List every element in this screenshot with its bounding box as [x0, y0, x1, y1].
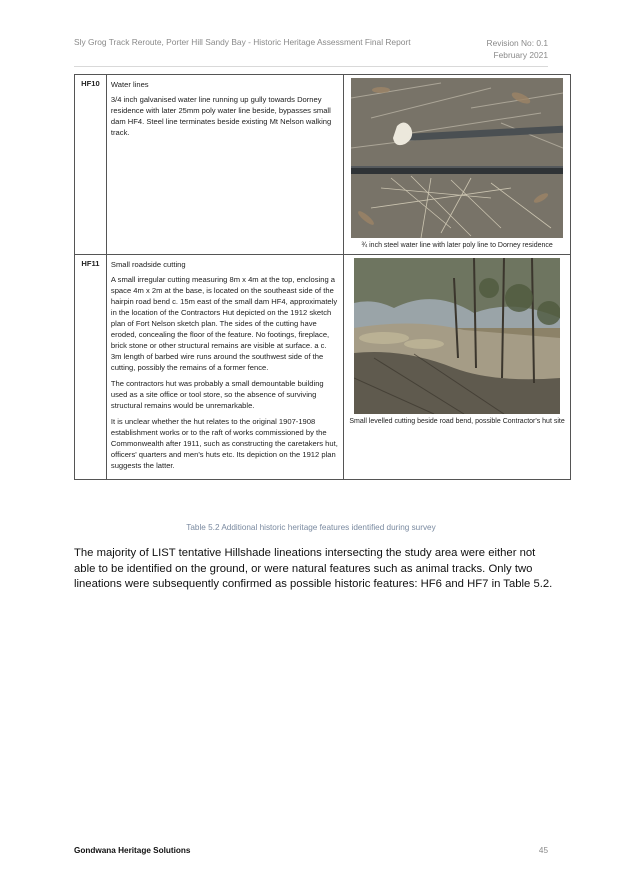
body-paragraph: The majority of LIST tentative Hillshade lineations intersecting the study area were either not able to be identified on the ground, or were natural features such as animal tracks. Only two lineations were subsequently confirmed as possible historic features: HF6 and HF7 in Table 5.2. — [74, 547, 553, 591]
feature-description — [106, 254, 343, 479]
table-row — [75, 254, 571, 479]
feature-photo-cell — [344, 254, 571, 479]
feature-photo-cell — [344, 75, 571, 255]
footer-company: Gondwana Heritage Solutions — [74, 846, 191, 855]
report-title: Sly Grog Track Reroute, Porter Hill Sandy Bay - Historic Heritage Assessment Final Report — [74, 37, 411, 47]
photo-caption: Small levelled cutting beside road bend, possible Contractor's hut site — [349, 417, 565, 425]
feature-text: 3/4 inch galvanised water line running up gully towards Dorney residence with later 25mm poly water line beside, bypasses small dam HF4. Steel line terminates beside existing Mt Nelson walking track. — [110, 95, 332, 137]
feature-title: Small roadside cutting — [110, 259, 186, 269]
feature-text: It is unclear whether the hut relates to the original 1907-1908 establishment works or to the raft of works commissioned by the Commonwealth after 1911, such as constructing the caretakers hut, officers' quarters and men's huts etc. Its depiction on the 1912 plan suggests the latter. — [110, 416, 338, 470]
feature-title: Water lines — [110, 80, 149, 89]
table-caption: Table 5.2 Additional historic heritage features identified during survey — [186, 523, 436, 532]
revision-date: February 2021 — [493, 50, 548, 60]
revision-number: Revision No: 0.1 — [486, 38, 548, 48]
page-number: 45 — [538, 846, 548, 855]
feature-id: HF10 — [75, 75, 107, 255]
feature-id: HF11 — [75, 254, 107, 479]
photo-caption: ¾ inch steel water line with later poly line to Dorney residence — [361, 242, 553, 249]
water-line-photo — [351, 78, 563, 238]
header-divider — [74, 66, 548, 67]
feature-text: The contractors hut was probably a small demountable building used as a site office or tool store, so the absence of surviving structural remains would be unremarkable. — [110, 378, 324, 410]
roadside-cutting-photo — [354, 258, 560, 414]
heritage-features-table — [74, 74, 571, 480]
feature-description — [106, 75, 343, 255]
revision-block — [487, 37, 548, 61]
table-row — [75, 75, 571, 255]
feature-text: A small irregular cutting measuring 8m x 4m at the top, enclosing a space 4m x 2m at the base, is located on the southeast side of the hairpin road bend c. 15m east of the small dam HF4, approximately in the location of the Contractors Hut depicted on the 1912 sketch plan of Fort Nelson sketch plan. The sides of the cutting have eroded, concealing the floor of the feature. No footings, fireplace, brick stone or other structural remains are visible at surface. a c. 3m length of barbed wire runs around the southwest side of the cutting, possibly the remains of a former fence. — [110, 274, 338, 372]
